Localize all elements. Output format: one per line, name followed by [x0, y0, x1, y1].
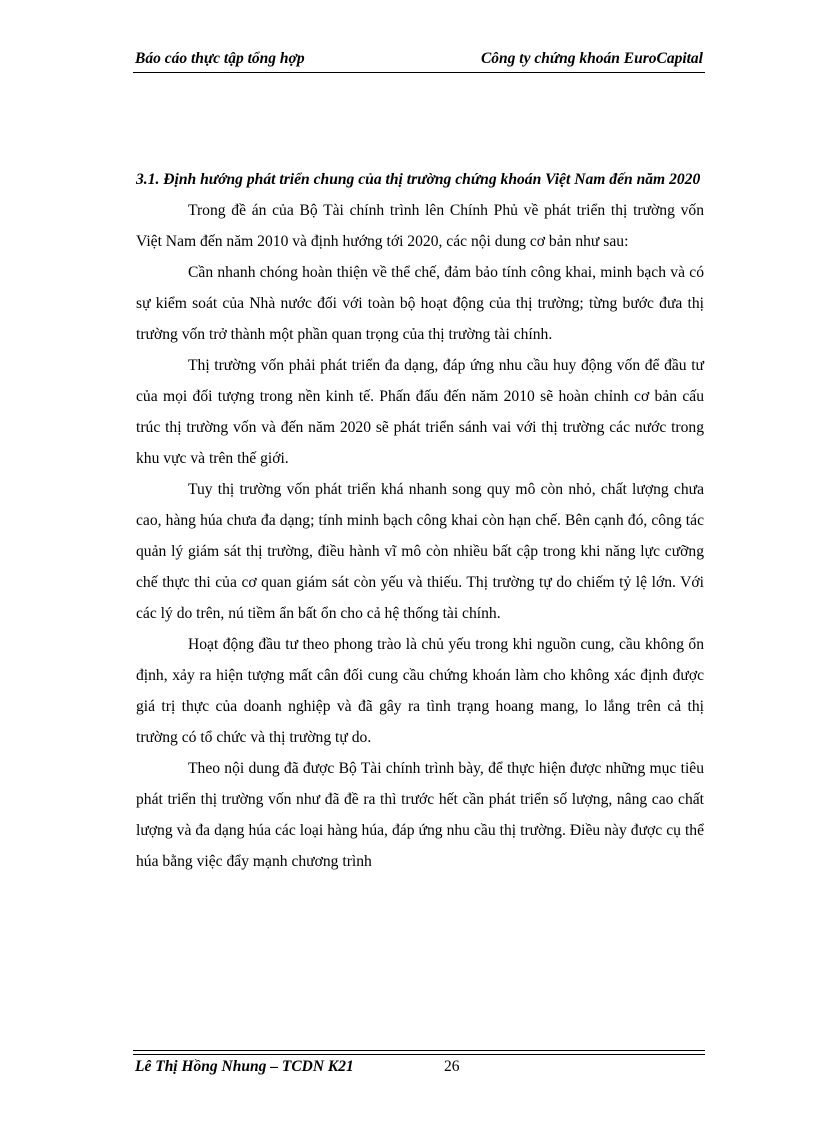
- body-paragraph: Tuy thị trường vốn phát triển khá nhanh song quy mô còn nhỏ, chất lượng chưa cao, hàng húa chưa đa dạng; tính minh bạch công khai còn hạn chế. Bên cạnh đó, công tác quản lý giám sát thị trường, điều hành vĩ mô còn nhiều bất cập trong khi năng lực cưỡng chế thực thi của cơ quan giám sát còn yếu và thiếu. Thị trường tự do chiếm tỷ lệ lớn. Với các lý do trên, nú tiềm ẩn bất ổn cho cả hệ thống tài chính.: [136, 481, 704, 622]
- page-number: 26: [444, 1058, 460, 1075]
- footer-rule-bottom: [133, 1054, 705, 1055]
- footer-rule-top: [133, 1050, 705, 1051]
- body-paragraph: Cần nhanh chóng hoàn thiện về thể chế, đảm bảo tính công khai, minh bạch và có sự kiểm soát của Nhà nước đối với toàn bộ hoạt động của thị trường; từng bước đưa thị trường vốn trở thành một phần quan trọng của thị trường tài chính.: [136, 264, 704, 343]
- page-header: [133, 50, 705, 72]
- header-company-name: Công ty chứng khoán EuroCapital: [480, 50, 703, 67]
- body-paragraph: Hoạt động đầu tư theo phong trào là chủ yếu trong khi nguồn cung, cầu không ổn định, xảy ra hiện tượng mất cân đối cung cầu chứng khoán làm cho không xác định được giá trị thực của doanh nghiệp và đã gây ra tình trạng hoang mang, lo lắng trên cả thị trường có tổ chức và thị trường tự do.: [136, 636, 704, 746]
- footer-author: Lê Thị Hồng Nhung – TCDN K21: [135, 1058, 354, 1075]
- body-paragraph: Trong đề án của Bộ Tài chính trình lên Chính Phủ về phát triển thị trường vốn Việt Nam đến năm 2010 và định hướng tới 2020, các nội dung cơ bản như sau:: [136, 202, 704, 250]
- section-heading: 3.1. Định hướng phát triển chung của thị trường chứng khoán Việt Nam đến năm 2020: [136, 171, 701, 188]
- header-rule: [133, 72, 705, 73]
- document-body: [136, 164, 704, 877]
- body-paragraph: Thị trường vốn phải phát triển đa dạng, đáp ứng nhu cầu huy động vốn để đầu tư của mọi đối tượng trong nền kinh tế. Phấn đấu đến năm 2010 sẽ hoàn chỉnh cơ bản cấu trúc thị trường vốn và đến năm 2020 sẽ phát triển sánh vai với thị trường các nước trong khu vực và trên thế giới.: [136, 357, 704, 467]
- body-paragraph: Theo nội dung đã được Bộ Tài chính trình bày, để thực hiện được những mục tiêu phát triển thị trường vốn như đã đề ra thì trước hết cần phát triển số lượng, nâng cao chất lượng và đa dạng húa các loại hàng húa, đáp ứng nhu cầu thị trường. Điều này được cụ thể húa bằng việc đẩy mạnh chương trình: [136, 760, 704, 870]
- header-report-title: Báo cáo thực tập tổng hợp: [135, 50, 305, 67]
- page-footer: [133, 1058, 705, 1080]
